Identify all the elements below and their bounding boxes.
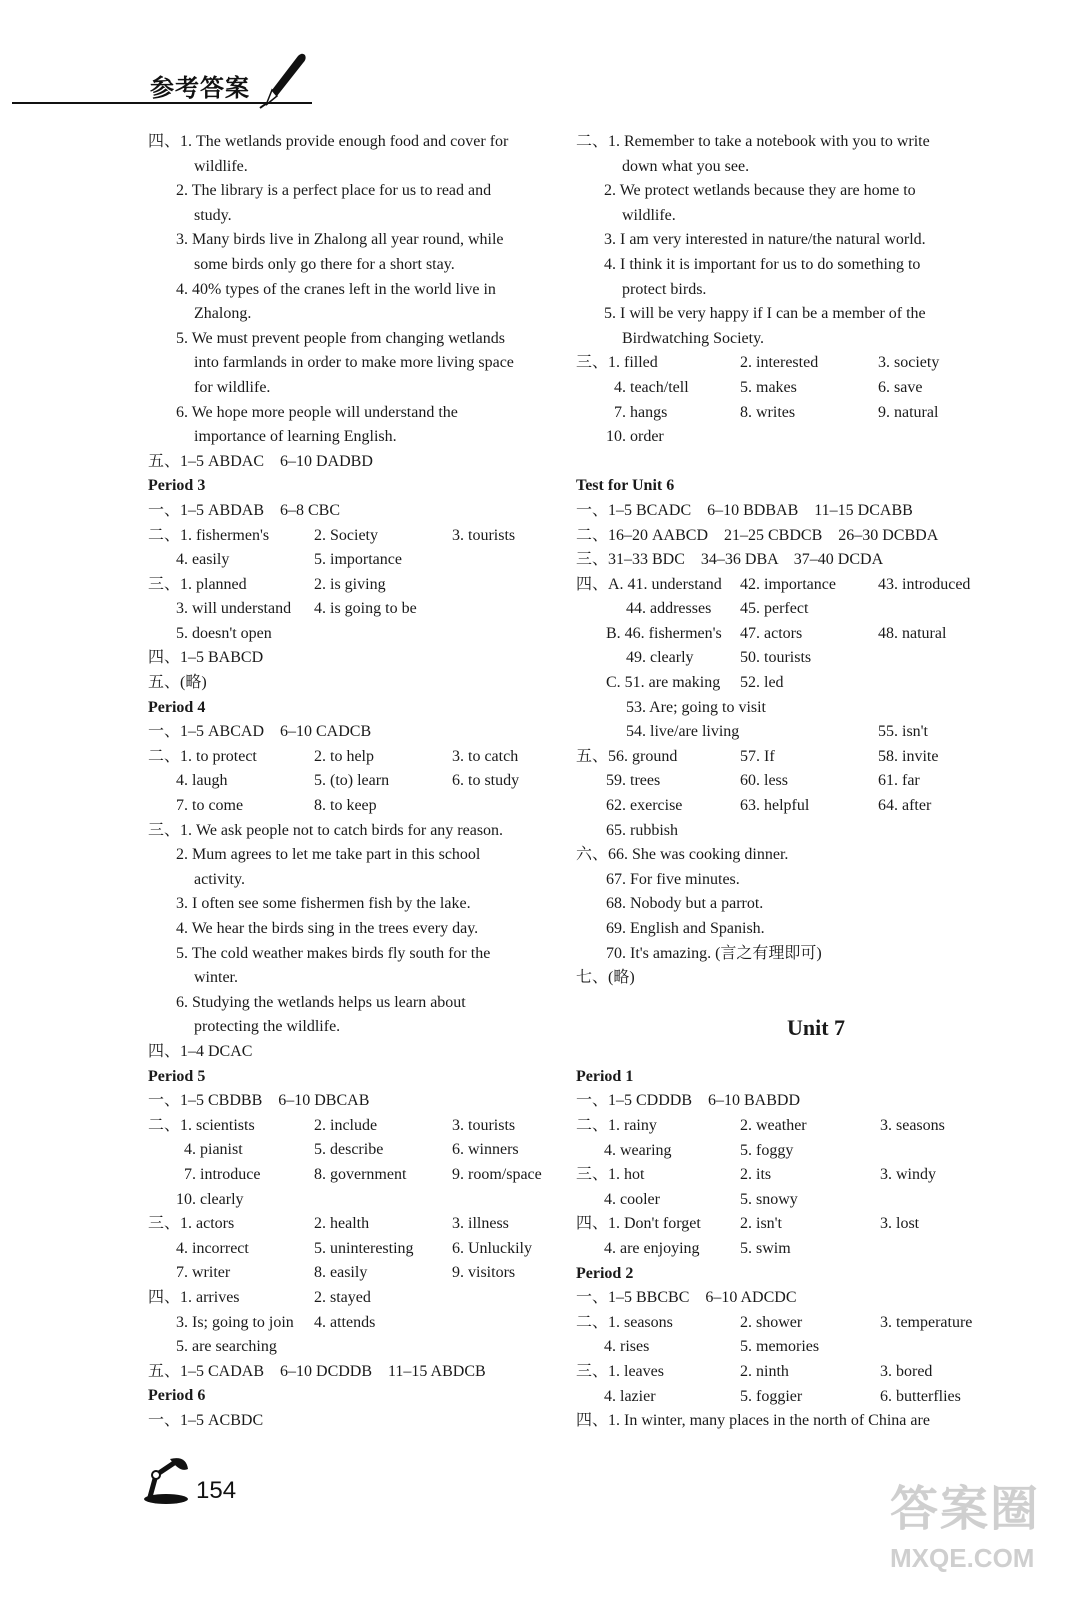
unit-heading: Unit 7 [786, 1014, 846, 1040]
answer-line [148, 278, 568, 303]
answer-line [148, 671, 568, 696]
answer-text: 二、1. fishermen's [148, 526, 270, 544]
answer-line [148, 622, 568, 647]
answer-line [576, 794, 1016, 819]
answer-text: Period 5 [148, 1067, 206, 1085]
answer-text: 6. Studying the wetlands helps us learn about [176, 993, 466, 1011]
answer-line [148, 228, 568, 253]
answer-text: 3. windy [880, 1166, 936, 1184]
answer-text: 10. clearly [176, 1190, 244, 1208]
answer-line [576, 671, 1016, 696]
answer-text: 63. helpful [740, 797, 810, 815]
answer-line [148, 179, 568, 204]
answer-line [576, 892, 1016, 917]
answer-line [148, 1311, 568, 1336]
watermark [890, 1470, 1080, 1590]
answer-text: wildlife. [622, 206, 676, 224]
answer-text: 8. government [314, 1165, 407, 1183]
answer-line [576, 228, 1016, 253]
answer-line [576, 376, 1016, 401]
answer-line [148, 1261, 568, 1286]
answer-text: 四、1. arrives [148, 1288, 240, 1306]
answer-text: Birdwatching Society. [622, 329, 765, 347]
answer-line [148, 130, 568, 155]
answer-line [576, 351, 1016, 376]
answer-line [148, 204, 568, 229]
answer-text: 57. If [740, 747, 775, 765]
answer-text: 三、1. We ask people not to catch birds for any reason. [148, 821, 504, 839]
answer-line [148, 327, 568, 352]
answer-text: 4. pianist [184, 1141, 243, 1159]
answer-text: 5. I will be very happy if I can be a member of the [604, 305, 926, 323]
answer-text: 2. to help [314, 747, 374, 765]
answer-text: 52. led [740, 674, 784, 692]
answer-text: 59. trees [606, 772, 661, 790]
answer-text: 3. will understand [176, 600, 292, 618]
answer-text: 6. Unluckily [452, 1239, 532, 1257]
answer-text: 二、1. seasons [576, 1313, 673, 1331]
answer-line [148, 425, 568, 450]
answer-text: 5. The cold weather makes birds fly south for the [176, 944, 491, 962]
answer-text: 2. its [740, 1166, 772, 1184]
answer-text: 64. after [878, 797, 932, 815]
answer-text: 7. hangs [614, 403, 668, 421]
answer-line [576, 155, 1016, 180]
answer-text: 三、31–33 BDC 34–36 DBA 37–40 DCDA [576, 551, 884, 569]
answer-text: 3. seasons [880, 1116, 945, 1134]
answer-line [576, 450, 1016, 475]
answer-line [148, 720, 568, 745]
answer-text: 7. introduce [184, 1165, 261, 1183]
answer-text: activity. [194, 870, 245, 888]
answer-text: protecting the wildlife. [194, 1018, 341, 1036]
answer-text: 二、16–20 AABCD 21–25 CBDCB 26–30 DCBDA [576, 526, 939, 544]
answer-text: 五、(略) [148, 674, 207, 692]
test-unit6-section [576, 130, 1016, 991]
answer-text: 47. actors [740, 624, 803, 642]
answer-line [148, 1212, 568, 1237]
answer-line [576, 769, 1016, 794]
answer-text: 四、A. 41. understand [576, 575, 722, 593]
section-heading [148, 474, 568, 499]
answer-line [576, 1237, 1016, 1262]
answer-text: Period 2 [576, 1264, 634, 1282]
page-footer [140, 1455, 340, 1515]
answer-text: 2. health [314, 1215, 370, 1233]
page-header [0, 40, 1091, 120]
answer-line [576, 646, 1016, 671]
answer-text: 3. lost [880, 1215, 920, 1233]
answer-line [148, 597, 568, 622]
answer-line [576, 573, 1016, 598]
answer-text: 49. clearly [626, 649, 694, 667]
answer-text: 6. save [878, 378, 923, 396]
answer-text: 3. I am very interested in nature/the natural world. [604, 231, 926, 249]
answer-line [576, 720, 1016, 745]
answer-line [576, 327, 1016, 352]
answer-text: study. [194, 206, 232, 224]
answer-line [576, 1212, 1016, 1237]
pen-icon [258, 50, 308, 110]
answer-text: 四、1. Don't forget [576, 1215, 701, 1233]
watermark-logo: 答案圈 [890, 1483, 1041, 1536]
answer-line [576, 1163, 1016, 1188]
answer-text: 6. winners [452, 1141, 519, 1159]
answer-text: 4. 40% types of the cranes left in the world live in [176, 280, 496, 298]
answer-text: 2. We protect wetlands because they are home to [604, 182, 916, 200]
answer-line [576, 278, 1016, 303]
answer-text: 50. tourists [740, 649, 812, 667]
section-heading [148, 696, 568, 721]
answer-text: 4. I think it is important for us to do something to [604, 255, 921, 273]
unit7-section [576, 1065, 1016, 1434]
answer-text: 一、1–5 CBDBB 6–10 DBCAB [148, 1092, 370, 1110]
answer-line [576, 1188, 1016, 1213]
answer-text: 三、1. actors [148, 1215, 235, 1233]
answer-text: 61. far [878, 772, 920, 790]
answer-line [148, 499, 568, 524]
answer-line [576, 1385, 1016, 1410]
answer-text: 3. tourists [452, 1116, 516, 1134]
answer-line [148, 917, 568, 942]
answer-text: 二、1. to protect [148, 747, 257, 765]
answer-text: 2. interested [740, 354, 819, 372]
answer-text: 3. Is; going to join [176, 1313, 294, 1331]
answer-text: 4. are enjoying [604, 1239, 700, 1257]
answer-text: 一、1–5 BBCBC 6–10 ADCDC [576, 1289, 797, 1307]
answer-text: 3. I often see some fishermen fish by the lake. [176, 895, 471, 913]
answer-line [148, 1040, 568, 1065]
answer-text: 五、1–5 CADAB 6–10 DCDDB 11–15 ABDCB [148, 1362, 486, 1380]
answer-line [148, 548, 568, 573]
answer-text: 42. importance [740, 575, 836, 593]
answer-line [148, 376, 568, 401]
answer-text: 三、1. leaves [576, 1362, 664, 1380]
answer-line [148, 1015, 568, 1040]
answer-text: 5. snowy [740, 1190, 798, 1208]
answer-text: 5. (to) learn [314, 772, 390, 790]
answer-line [148, 1188, 568, 1213]
answer-text: 5. swim [740, 1239, 791, 1257]
answer-line [576, 253, 1016, 278]
section-heading [576, 474, 1016, 499]
answer-text: 5. We must prevent people from changing wetlands [176, 329, 505, 347]
answer-text: 4. laugh [176, 772, 228, 790]
answer-text: Period 1 [576, 1067, 634, 1085]
answer-line [148, 966, 568, 991]
answer-line [576, 130, 1016, 155]
answer-text: into farmlands in order to make more living space [194, 354, 514, 372]
answer-line [576, 1311, 1016, 1336]
answer-text: for wildlife. [194, 378, 271, 396]
answer-text: 2. ninth [740, 1362, 789, 1380]
answer-line [148, 646, 568, 671]
answer-text: 8. writes [740, 403, 796, 421]
answer-text: 4. easily [176, 551, 230, 569]
answer-line [148, 1163, 568, 1188]
answer-line [148, 794, 568, 819]
answer-line [576, 622, 1016, 647]
answer-line [576, 1089, 1016, 1114]
section-heading [576, 1262, 1016, 1287]
answer-text: 43. introduced [878, 575, 971, 593]
header-rule [12, 102, 312, 104]
answer-text: 二、1. rainy [576, 1116, 657, 1134]
answer-text: 5. describe [314, 1141, 384, 1159]
answer-text: 58. invite [878, 747, 939, 765]
answer-line [148, 401, 568, 426]
answer-text: 二、1. Remember to take a notebook with you to write [576, 133, 930, 150]
answer-line [576, 1409, 1016, 1434]
answer-text: 10. order [606, 428, 664, 446]
answer-line [148, 1237, 568, 1262]
answer-text: 70. It's amazing. (言之有理即可) [606, 944, 822, 962]
answer-line [148, 253, 568, 278]
answer-line [148, 843, 568, 868]
answer-text: 5. uninteresting [314, 1239, 414, 1257]
answer-line [576, 179, 1016, 204]
answer-text: 7. to come [176, 797, 244, 815]
answer-text: C. 51. are making [606, 674, 721, 692]
answer-line [576, 966, 1016, 991]
answer-line [576, 1360, 1016, 1385]
header-title: 参考答案 [150, 74, 250, 102]
answer-text: B. 46. fishermen's [606, 624, 722, 642]
answer-text: 3. bored [880, 1362, 933, 1380]
answer-line [148, 1335, 568, 1360]
answer-text: winter. [194, 969, 238, 987]
answer-line [148, 991, 568, 1016]
answer-text: 一、1–5 CDDDB 6–10 BABDD [576, 1092, 801, 1110]
answer-text: 4. lazier [604, 1387, 656, 1405]
answer-line [148, 769, 568, 794]
answer-line [148, 450, 568, 475]
answer-line [148, 1114, 568, 1139]
answer-text: 5. foggier [740, 1387, 803, 1405]
answer-column-left [148, 130, 568, 1433]
answer-line [576, 524, 1016, 549]
answer-line [576, 597, 1016, 622]
watermark-url: MXQE.COM [890, 1543, 1035, 1573]
answer-line [576, 917, 1016, 942]
answer-text: 62. exercise [606, 797, 683, 815]
answer-text: 一、1–5 ABDAB 6–8 CBC [148, 501, 341, 519]
answer-line [576, 1286, 1016, 1311]
answer-text: importance of learning English. [194, 428, 397, 446]
answer-line [576, 401, 1016, 426]
answer-line [576, 425, 1016, 450]
answer-text: 4. cooler [604, 1190, 660, 1208]
answer-text: 三、1. hot [576, 1166, 645, 1184]
answer-line [576, 548, 1016, 573]
answer-text: 4. wearing [604, 1141, 672, 1159]
answer-line [576, 819, 1016, 844]
answer-text: 69. English and Spanish. [606, 920, 765, 937]
answer-text: 60. less [740, 772, 788, 790]
answer-text: Zhalong. [194, 305, 252, 323]
answer-text: 7. writer [176, 1264, 231, 1282]
answer-text: 5. memories [740, 1338, 820, 1356]
answer-text: 五、1–5 ABDAC 6–10 DADBD [148, 452, 373, 470]
answer-text: 5. foggy [740, 1141, 794, 1159]
answer-text: 3. illness [452, 1215, 509, 1233]
answer-text: 6. butterflies [880, 1387, 961, 1405]
answer-text: 6. to study [452, 772, 520, 790]
answer-text: 3. society [878, 354, 940, 372]
page-number: 154 [196, 1477, 237, 1504]
answer-text: 五、56. ground [576, 747, 678, 765]
answer-text: 六、66. She was cooking dinner. [576, 846, 789, 864]
answer-text: 2. Society [314, 526, 378, 544]
answer-text: 3. Many birds live in Zhalong all year round, while [176, 231, 504, 249]
section-heading [576, 1065, 1016, 1090]
answer-text: 4. is going to be [314, 600, 417, 618]
answer-line [148, 819, 568, 844]
answer-line [148, 351, 568, 376]
answer-text: 3. temperature [880, 1313, 973, 1331]
answer-text: 45. perfect [740, 600, 809, 618]
answer-line [148, 1360, 568, 1385]
answer-text: 四、1. In winter, many places in the north of China are [576, 1412, 930, 1430]
answer-text: 2. stayed [314, 1288, 371, 1306]
answer-text: 二、1. scientists [148, 1116, 255, 1134]
answer-line [148, 1286, 568, 1311]
answer-text: 9. room/space [452, 1165, 542, 1183]
answer-column-right [576, 130, 1016, 1434]
answer-text: 4. We hear the birds sing in the trees every day. [176, 920, 479, 937]
answer-text: 2. shower [740, 1313, 803, 1331]
answer-line [148, 1409, 568, 1434]
answer-line [148, 868, 568, 893]
answer-text: 5. doesn't open [176, 624, 272, 642]
answer-text: Period 3 [148, 477, 206, 495]
answer-line [576, 1114, 1016, 1139]
answer-line [148, 942, 568, 967]
answer-text: 8. easily [314, 1264, 368, 1282]
answer-text: 3. tourists [452, 526, 516, 544]
answer-line [148, 1138, 568, 1163]
answer-line [576, 942, 1016, 967]
answer-line [576, 302, 1016, 327]
answer-line [148, 892, 568, 917]
answer-text: Test for Unit 6 [576, 477, 675, 495]
answer-line [148, 302, 568, 327]
answer-text: 8. to keep [314, 797, 377, 815]
answer-line [576, 868, 1016, 893]
answer-line [148, 524, 568, 549]
answer-line [148, 1089, 568, 1114]
answer-text: 2. is giving [314, 575, 386, 593]
answer-text: 4. teach/tell [614, 378, 689, 396]
answer-line [576, 696, 1016, 721]
answer-text: 四、1. The wetlands provide enough food and cover for [148, 133, 509, 150]
answer-text: 一、1–5 BCADC 6–10 BDBAB 11–15 DCABB [576, 501, 913, 519]
answer-text: 2. weather [740, 1116, 807, 1134]
answer-text: 三、1. planned [148, 575, 247, 593]
answer-line [576, 1139, 1016, 1164]
answer-text: Period 4 [148, 698, 206, 716]
section-heading [148, 1065, 568, 1090]
answer-text: 3. to catch [452, 747, 519, 765]
answer-text: 四、1–4 DCAC [148, 1042, 253, 1060]
answer-line [576, 843, 1016, 868]
answer-text: 一、1–5 ACBDC [148, 1411, 264, 1429]
answer-line [576, 499, 1016, 524]
answer-text: 2. Mum agrees to let me take part in this school [176, 846, 481, 864]
answer-text: 9. natural [878, 403, 939, 421]
answer-line [148, 573, 568, 598]
answer-text: 4. rises [604, 1338, 650, 1356]
answer-text: 四、1–5 BABCD [148, 649, 264, 667]
answer-text: 一、1–5 ABCAD 6–10 CADCB [148, 723, 372, 741]
answer-line [576, 204, 1016, 229]
answer-text: 4. incorrect [176, 1239, 249, 1257]
answer-text: Period 6 [148, 1387, 206, 1405]
answer-line [576, 1335, 1016, 1360]
answer-text: 5. are searching [176, 1338, 277, 1356]
answer-text: down what you see. [622, 157, 750, 175]
answer-text: wildlife. [194, 157, 248, 175]
answer-text: 6. We hope more people will understand the [176, 403, 458, 421]
answer-text: 55. isn't [878, 723, 928, 741]
answer-text: 5. makes [740, 378, 797, 396]
answer-text: 三、1. filled [576, 354, 658, 372]
answer-line [576, 745, 1016, 770]
answer-text: 48. natural [878, 624, 947, 642]
answer-text: 2. The library is a perfect place for us to read and [176, 182, 492, 200]
answer-text: some birds only go there for a short stay. [194, 255, 455, 273]
answer-text: 5. importance [314, 551, 402, 569]
section-heading [148, 1384, 568, 1409]
answer-text: 2. include [314, 1116, 378, 1134]
answer-text: 54. live/are living [626, 723, 740, 741]
answer-text: 53. Are; going to visit [626, 698, 766, 716]
answer-text: 七、(略) [576, 969, 635, 987]
answer-text: 65. rubbish [606, 821, 678, 839]
answer-text: 67. For five minutes. [606, 870, 740, 888]
answer-line [148, 155, 568, 180]
answer-text: 4. attends [314, 1313, 376, 1331]
lamp-icon [140, 1455, 192, 1505]
answer-text: 2. isn't [740, 1215, 782, 1233]
answer-text: 68. Nobody but a parrot. [606, 895, 764, 913]
answer-text: 44. addresses [626, 600, 712, 618]
answer-line [148, 745, 568, 770]
answer-text: protect birds. [622, 280, 707, 298]
answer-text: 9. visitors [452, 1264, 516, 1282]
